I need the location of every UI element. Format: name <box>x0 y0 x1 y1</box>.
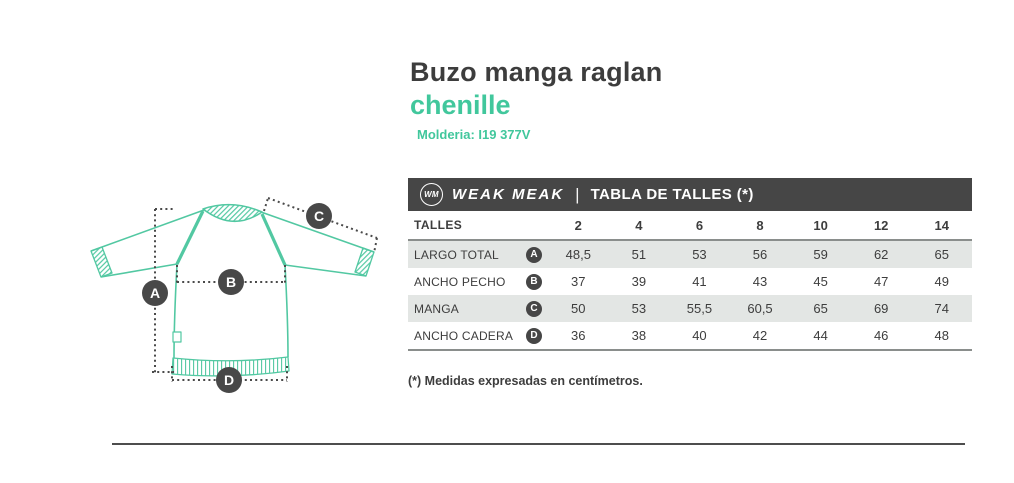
marker-b-label: B <box>225 274 237 291</box>
title-block <box>410 56 662 142</box>
cell-value: 59 <box>813 247 828 262</box>
row-marker-cell <box>526 274 548 290</box>
cell-value: 56 <box>752 247 768 262</box>
size-table <box>408 178 972 351</box>
size-col-header: 8 <box>756 217 764 233</box>
table-row-largo-total <box>408 241 972 268</box>
cell-value: 65 <box>934 247 949 262</box>
header-separator: | <box>575 184 580 204</box>
table-row-manga <box>408 295 972 322</box>
page-subtitle: chenille <box>410 90 511 120</box>
sizes-header-row <box>408 211 972 239</box>
brand-logo-icon: WM <box>420 183 443 206</box>
size-col-header: 14 <box>934 217 949 233</box>
cell-value: 37 <box>571 274 586 289</box>
size-col-header: 10 <box>813 217 828 233</box>
marker-a-label: A <box>149 285 161 302</box>
size-col-header: 2 <box>574 217 582 233</box>
row-label: ANCHO CADERA <box>414 328 514 343</box>
size-col-header: 6 <box>695 217 704 233</box>
cell-value: 62 <box>873 247 889 262</box>
footnote: (*) Medidas expresadas en centímetros. <box>408 374 643 388</box>
cell-value: 50 <box>571 301 586 316</box>
cell-value: 53 <box>631 301 647 316</box>
table-row-ancho-cadera <box>408 322 972 349</box>
body-right-edge <box>285 265 288 357</box>
marker-badge-c: C <box>526 301 542 317</box>
cell-value: 49 <box>934 274 949 289</box>
cell-value: 60,5 <box>747 301 773 316</box>
cell-value: 45 <box>813 274 828 289</box>
side-tag <box>173 332 181 342</box>
talles-label: TALLES <box>414 218 463 232</box>
cell-value: 41 <box>692 274 707 289</box>
cell-value: 42 <box>752 328 768 343</box>
cell-value: 65 <box>813 301 828 316</box>
row-label: MANGA <box>414 301 460 316</box>
row-marker-cell <box>526 247 548 263</box>
left-cuff <box>91 247 112 277</box>
cell-value: 74 <box>934 301 949 316</box>
cell-value: 48,5 <box>565 247 591 262</box>
right-cuff <box>355 248 374 276</box>
body-left-edge <box>174 264 177 358</box>
cell-value: 69 <box>873 301 889 316</box>
size-col-header: 4 <box>635 217 643 233</box>
bottom-rule <box>112 443 965 445</box>
garment-diagram <box>60 185 400 400</box>
cell-value: 44 <box>813 328 828 343</box>
row-label: ANCHO PECHO <box>414 274 506 289</box>
cell-value: 36 <box>571 328 586 343</box>
cell-value: 38 <box>631 328 647 343</box>
cell-value: 39 <box>631 274 647 289</box>
marker-badge-d: D <box>526 328 542 344</box>
marker-badge-a: A <box>526 247 542 263</box>
cell-value: 47 <box>873 274 889 289</box>
measurement-lines <box>149 198 377 382</box>
cell-value: 53 <box>692 247 707 262</box>
table-header-bar <box>408 178 972 211</box>
row-marker-cell <box>526 301 548 317</box>
cell-value: 48 <box>934 328 949 343</box>
cell-value: 46 <box>873 328 889 343</box>
molderia-code: Molderia: I19 377V <box>417 127 531 142</box>
cell-value: 51 <box>631 247 647 262</box>
table-divider-bottom <box>408 349 972 351</box>
cell-value: 40 <box>692 328 707 343</box>
collar <box>203 205 262 222</box>
row-marker-cell <box>526 328 548 344</box>
table-title: TABLA DE TALLES (*) <box>590 186 754 203</box>
page-title: Buzo manga raglan <box>410 57 663 87</box>
cell-value: 55,5 <box>686 301 713 316</box>
cell-value: 43 <box>752 274 768 289</box>
size-col-header: 12 <box>873 217 889 233</box>
marker-c-label: C <box>313 208 325 225</box>
brand-name: WEAK MEAK <box>452 186 565 203</box>
row-label: LARGO TOTAL <box>414 247 499 262</box>
marker-d-label: D <box>223 372 235 389</box>
raglan-seam-right <box>262 214 285 265</box>
marker-badge-b: B <box>526 274 542 290</box>
table-row-ancho-pecho <box>408 268 972 295</box>
